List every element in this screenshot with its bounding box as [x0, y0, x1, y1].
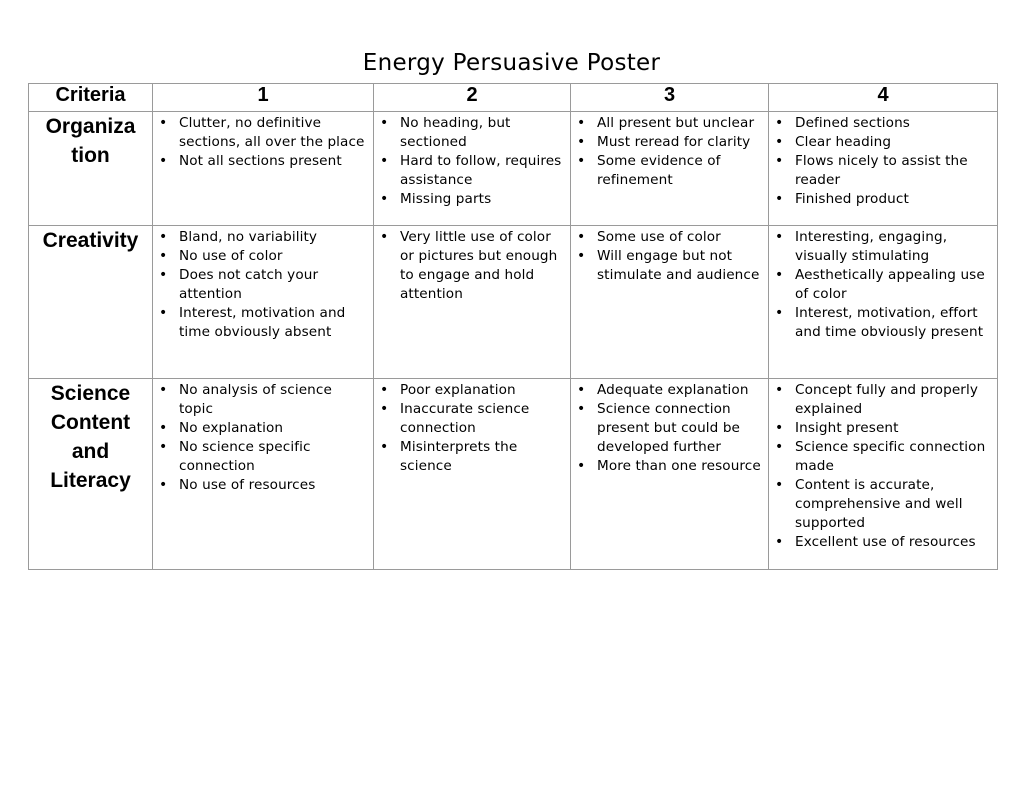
descriptor-item: • Hard to follow, requires assistance: [400, 152, 564, 190]
criterion-label: tion: [71, 144, 110, 167]
criterion-label: Content: [50, 411, 131, 434]
score-cell: [153, 226, 374, 379]
descriptor-item: • Finished product: [795, 190, 991, 209]
score-cell: [571, 112, 769, 226]
row-creativity: [29, 226, 998, 379]
descriptor-item: • No analysis of science topic: [179, 381, 367, 419]
descriptor-item: • Must reread for clarity: [597, 133, 762, 152]
descriptor-list: [374, 379, 570, 476]
criterion-cell: [29, 379, 153, 570]
descriptor-item: • Bland, no variability: [179, 228, 367, 247]
descriptor-item: • Aesthetically appealing use of color: [795, 266, 991, 304]
descriptor-list: [153, 379, 373, 495]
header-score-3: 3: [571, 84, 769, 112]
score-cell: [374, 226, 571, 379]
descriptor-item: • Misinterprets the science: [400, 438, 564, 476]
criterion-label: Literacy: [50, 469, 131, 492]
descriptor-item: • Interest, motivation, effort and time obviously present: [795, 304, 991, 342]
descriptor-list: [571, 112, 768, 190]
score-cell: [571, 226, 769, 379]
criterion-cell: [29, 112, 153, 226]
descriptor-item: • Interest, motivation and time obviously absent: [179, 304, 367, 342]
descriptor-list: [374, 112, 570, 209]
descriptor-list: [571, 379, 768, 476]
descriptor-item: • No use of resources: [179, 476, 367, 495]
descriptor-item: • Clear heading: [795, 133, 991, 152]
rubric-table: [28, 83, 998, 570]
descriptor-item: • Concept fully and properly explained: [795, 381, 991, 419]
descriptor-list: [769, 379, 997, 552]
header-criteria: Criteria: [29, 84, 153, 112]
descriptor-item: • Inaccurate science connection: [400, 400, 564, 438]
descriptor-item: • Will engage but not stimulate and audience: [597, 247, 762, 285]
descriptor-item: • Does not catch your attention: [179, 266, 367, 304]
descriptor-item: • Content is accurate, comprehensive and well supported: [795, 476, 991, 533]
descriptor-item: • No use of color: [179, 247, 367, 266]
descriptor-item: • Science specific connection made: [795, 438, 991, 476]
descriptor-item: • No heading, but sectioned: [400, 114, 564, 152]
criterion-cell: [29, 226, 153, 379]
descriptor-item: • Flows nicely to assist the reader: [795, 152, 991, 190]
score-cell: [769, 379, 998, 570]
header-score-4: 4: [769, 84, 998, 112]
descriptor-item: • Excellent use of resources: [795, 533, 991, 552]
row-science-content-literacy: [29, 379, 998, 570]
score-cell: [571, 379, 769, 570]
criterion-label: Organiza: [45, 115, 136, 138]
descriptor-item: • Interesting, engaging, visually stimulating: [795, 228, 991, 266]
score-cell: [374, 379, 571, 570]
header-row: [29, 84, 998, 112]
descriptor-list: [374, 226, 570, 304]
descriptor-item: • Defined sections: [795, 114, 991, 133]
criterion-label: Creativity: [42, 229, 139, 252]
descriptor-item: • No science specific connection: [179, 438, 367, 476]
document-title: Energy Persuasive Poster: [362, 50, 661, 76]
descriptor-item: • Poor explanation: [400, 381, 564, 400]
criterion-label: Science: [50, 382, 131, 405]
descriptor-item: • Some evidence of refinement: [597, 152, 762, 190]
descriptor-item: • Not all sections present: [179, 152, 367, 171]
descriptor-item: • Some use of color: [597, 228, 762, 247]
descriptor-list: [571, 226, 768, 285]
descriptor-list: [769, 226, 997, 342]
descriptor-item: • All present but unclear: [597, 114, 762, 133]
descriptor-item: • Clutter, no definitive sections, all over the place: [179, 114, 367, 152]
descriptor-list: [769, 112, 997, 209]
criterion-label: and: [71, 440, 110, 463]
descriptor-item: • Missing parts: [400, 190, 564, 209]
descriptor-item: • Insight present: [795, 419, 991, 438]
descriptor-item: • Science connection present but could be developed further: [597, 400, 762, 457]
descriptor-list: [153, 226, 373, 342]
descriptor-item: • More than one resource: [597, 457, 762, 476]
row-organization: [29, 112, 998, 226]
score-cell: [153, 112, 374, 226]
header-score-2: 2: [374, 84, 571, 112]
header-score-1: 1: [153, 84, 374, 112]
score-cell: [769, 226, 998, 379]
descriptor-list: [153, 112, 373, 171]
descriptor-item: • Adequate explanation: [597, 381, 762, 400]
score-cell: [374, 112, 571, 226]
descriptor-item: • No explanation: [179, 419, 367, 438]
descriptor-item: • Very little use of color or pictures but enough to engage and hold attention: [400, 228, 564, 304]
score-cell: [153, 379, 374, 570]
score-cell: [769, 112, 998, 226]
